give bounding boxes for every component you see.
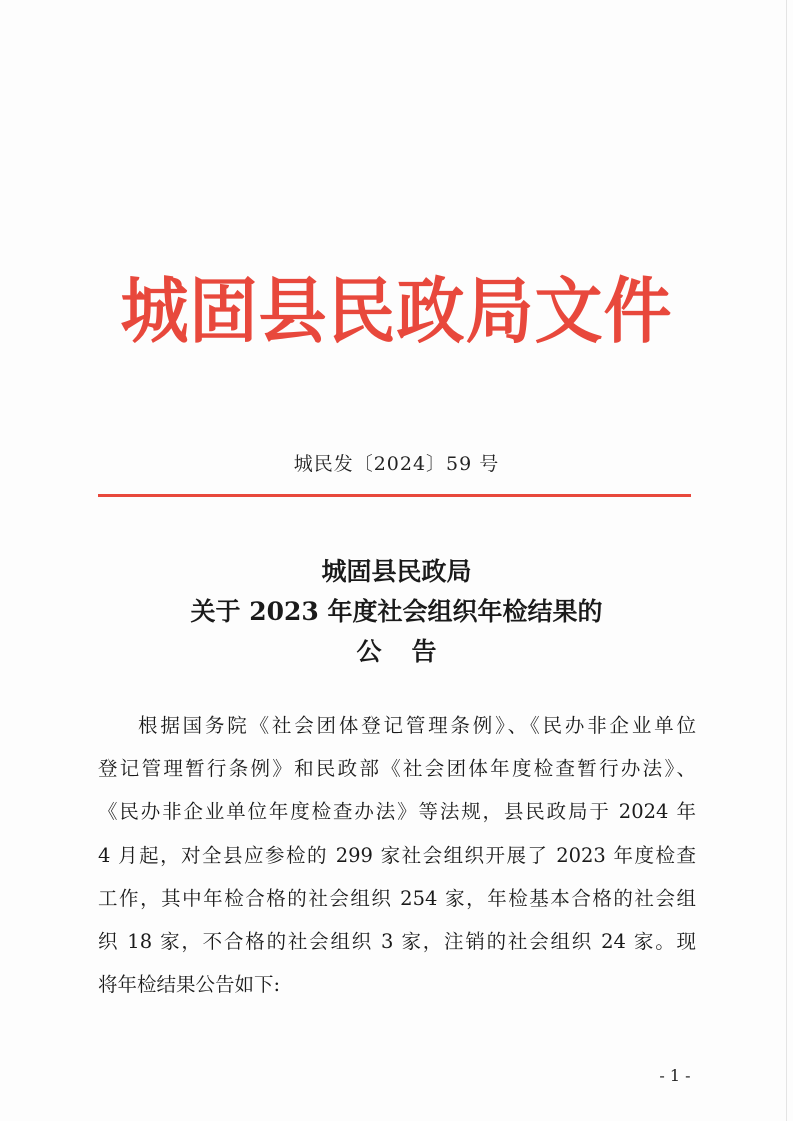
body-line: 工作，其中年检合格的社会组织 254 家，年检基本合格的社会组 [98, 886, 696, 910]
body-line: 根据国务院《社会团体登记管理条例》、《民办非企业单位 [138, 714, 696, 737]
body-line: 将年检结果公告如下: [98, 973, 281, 997]
masthead-title: 城固县民政局文件 [120, 270, 673, 354]
body-line: 织 18 家，不合格的社会组织 3 家，注销的社会组织 24 家。现 [98, 930, 696, 954]
body-paragraph [98, 704, 696, 1006]
body-line: 登记管理暂行条例》和民政部《社会团体年度检查暂行办法》、 [98, 757, 696, 781]
body-line: 4 月起，对全县应参检的 299 家社会组织开展了 2023 年度检查 [98, 843, 696, 867]
document-number: 城民发〔2024〕59 号 [293, 453, 500, 475]
notice-title-line3: 公告 [356, 637, 467, 666]
page-number: - 1 - [659, 1066, 691, 1085]
notice-title-line1: 城固县民政局 [321, 557, 472, 586]
notice-title-line2: 关于 2023 年度社会组织年检结果的 [190, 597, 603, 626]
body-line: 《民办非企业单位年度检查办法》等法规，县民政局于 2024 年 [98, 800, 696, 824]
red-divider [98, 494, 691, 497]
notice-title [0, 552, 793, 672]
